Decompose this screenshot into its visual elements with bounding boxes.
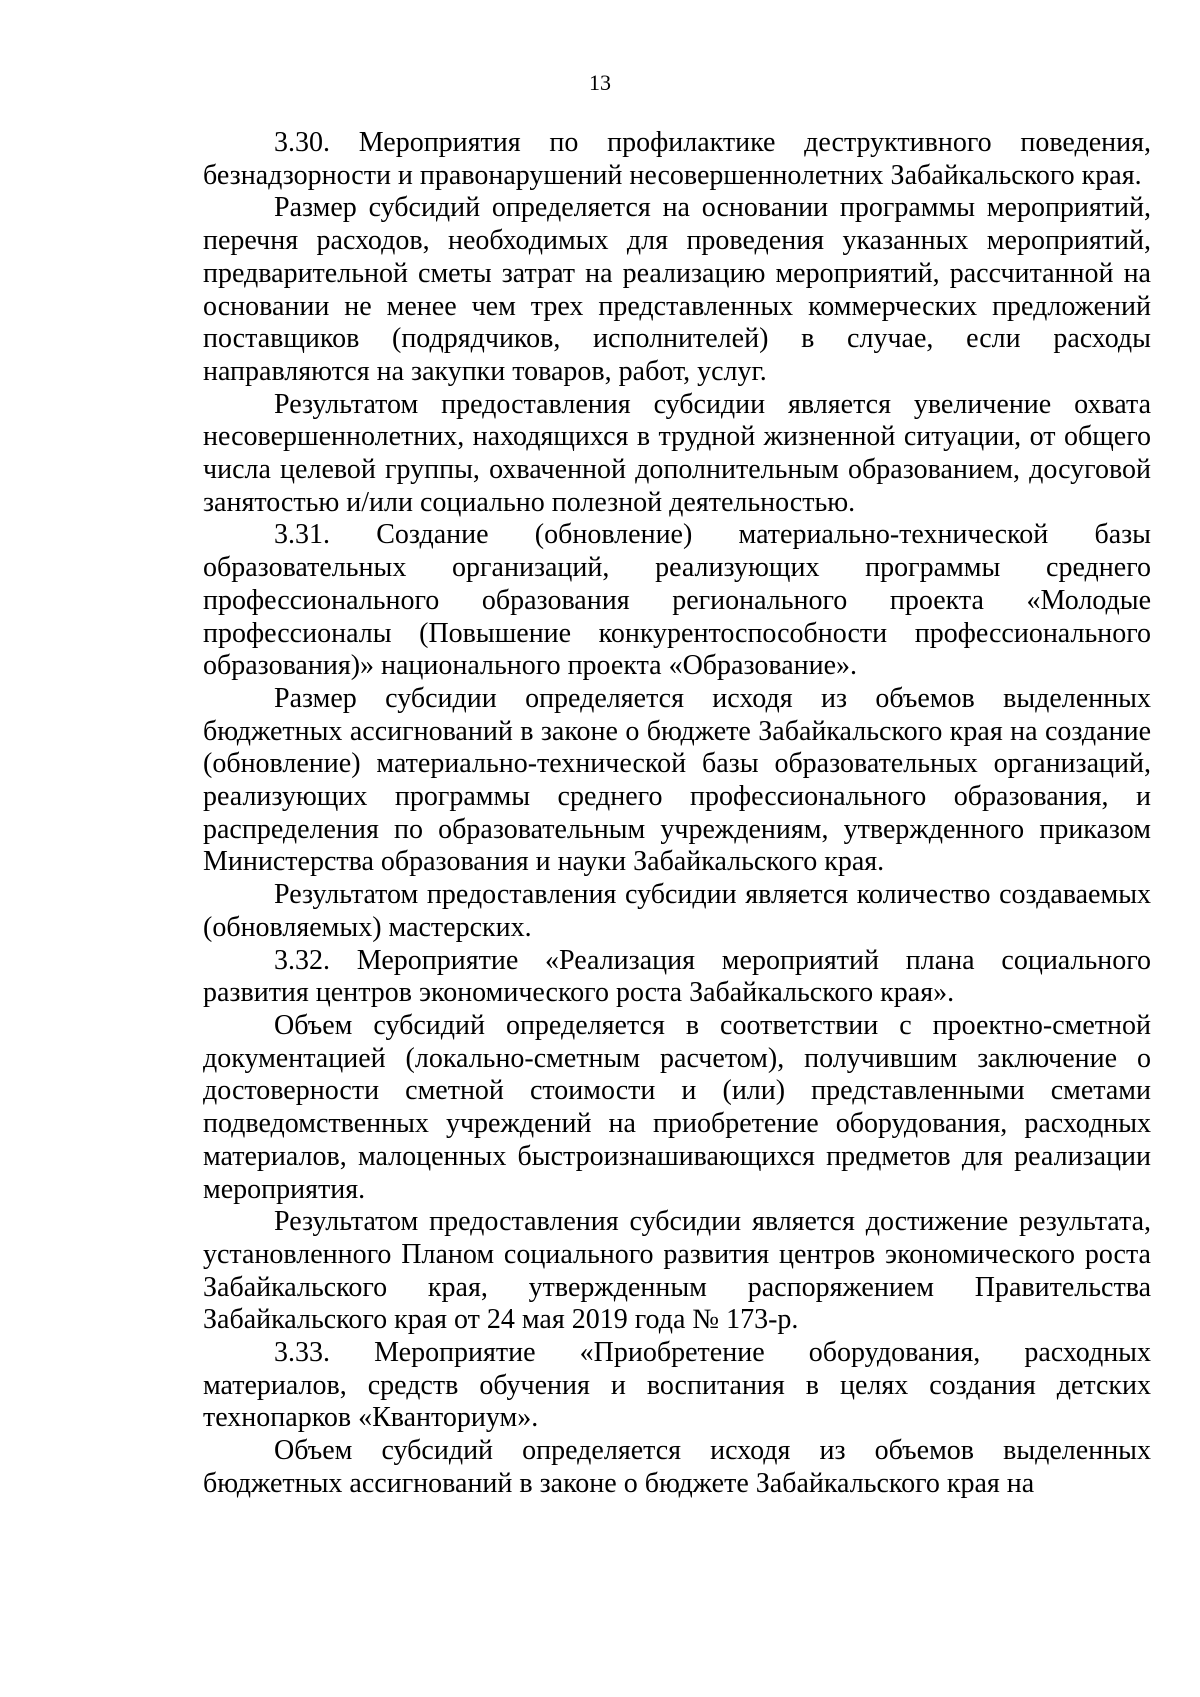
paragraph-3-31-subsidy-size: Размер субсидии определяется исходя из объемов выделенных бюджетных ассигнований в законе о бюджете Забайкальского края на создание (обновление) материально-технической базы образовательных организаций, реализующих программы среднего профессионального образования, и распределения по образовательным учреждениям, утвержденного приказом Министерства образования и науки Забайкальского края. <box>203 682 1151 878</box>
paragraph-3-32-title: 3.32. Мероприятие «Реализация мероприятий плана социального развития центров экономического роста Забайкальского края». <box>203 944 1151 1009</box>
paragraph-3-33-subsidy-volume: Объем субсидий определяется исходя из объемов выделенных бюджетных ассигнований в законе о бюджете Забайкальского края на <box>203 1435 1151 1499</box>
paragraph-3-30-subsidy-size: Размер субсидий определяется на основании программы мероприятий, перечня расходов, необходимых для проведения указанных мероприятий, предварительной сметы затрат на реализацию мероприятий, рассчитанной на основании не менее чем трех представленных коммерческих предложений поставщиков (подрядчиков, исполнителей) в случае, если расходы направляются на закупки товаров, работ, услуг. <box>203 192 1151 387</box>
paragraph-3-33-title: 3.33. Мероприятие «Приобретение оборудования, расходных материалов, средств обучения и воспитания в целях создания детских технопарков «Кванториум». <box>203 1337 1151 1434</box>
paragraph-3-30-result: Результатом предоставления субсидии является увеличение охвата несовершеннолетних, находящихся в трудной жизненной ситуации, от общего числа целевой группы, охваченной дополнительным образованием, досуговой занятостью и/или социально полезной деятельностью. <box>203 388 1151 518</box>
paragraph-3-32-subsidy-volume: Объем субсидий определяется в соответствии с проектно-сметной документацией (локально-сметным расчетом), получившим заключение о достоверности сметной стоимости и (или) представленными сметами подведомственных учреждений на приобретение оборудования, расходных материалов, малоценных быстроизнашивающихся предметов для реализации мероприятия. <box>203 1009 1151 1205</box>
paragraph-3-32-result: Результатом предоставления субсидии является достижение результата, установленного Планом социального развития центров экономического роста Забайкальского края, утвержденным распоряжением Правительства Забайкальского края от 24 мая 2019 года № 173-р. <box>203 1206 1151 1336</box>
document-body <box>203 127 1151 1501</box>
paragraph-3-31-title: 3.31. Создание (обновление) материально-технической базы образовательных организаций, реализующих программы среднего профессионального образования регионального проекта «Молодые профессионалы (Повышение конкурентоспособности профессионального образования)» национального проекта «Образование». <box>203 519 1151 682</box>
paragraph-3-31-result: Результатом предоставления субсидии является количество создаваемых (обновляемых) мастерских. <box>203 879 1151 943</box>
page-number: 13 <box>589 70 611 95</box>
paragraph-3-30-title: 3.30. Мероприятия по профилактике деструктивного поведения, безнадзорности и правонарушений несовершеннолетних Забайкальского края. <box>203 127 1151 191</box>
